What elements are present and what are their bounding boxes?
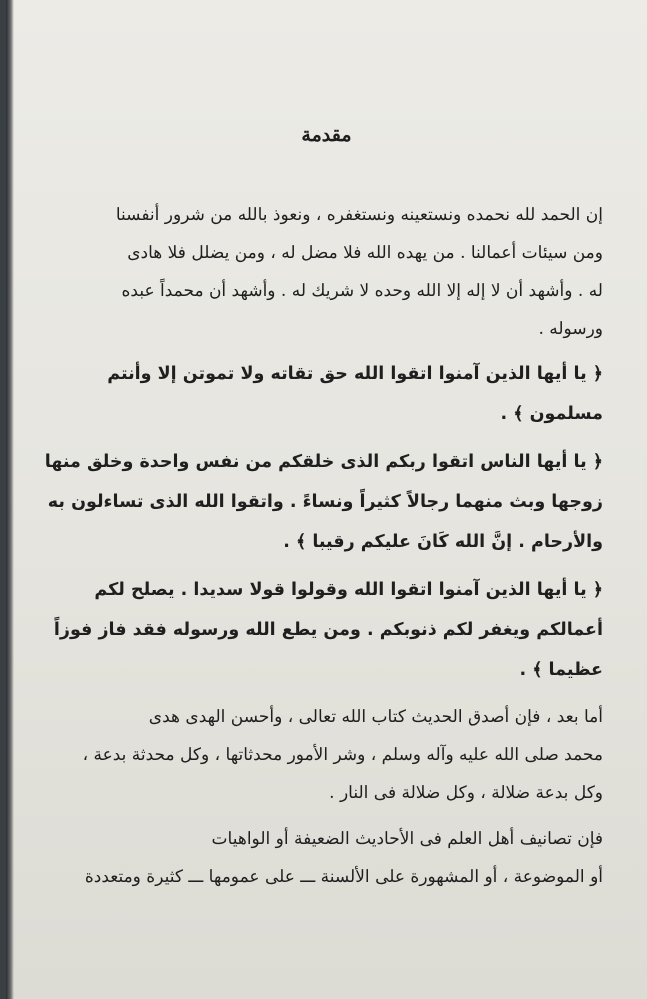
text-line: فإن تصانيف أهل العلم فى الأحاديث الضعيفة أو الواهيات	[211, 829, 603, 849]
page-gutter-shadow	[6, 0, 14, 999]
body-paragraph-2	[40, 820, 603, 896]
text-line: إن الحمد لله نحمده ونستعينه ونستغفره ، ونعوذ بالله من شرور أنفسنا	[115, 205, 603, 225]
verse-line: مسلمون ﴾ .	[500, 404, 603, 424]
verse-line: والأرحام . إنَّ الله كَانَ عليكم رقيبا ﴾ .	[283, 532, 603, 552]
text-line: له . وأشهد أن لا إله إلا الله وحده لا شريك له . وأشهد أن محمداً عبده	[121, 281, 603, 301]
verse-line: ﴿ يا أيها الذين آمنوا اتقوا الله حق تقاته ولا تموتن إلا وأنتم	[107, 364, 603, 384]
verse-line: أعمالكم ويغفر لكم ذنوبكم . ومن يطع الله ورسوله فقد فاز فوزاً	[53, 620, 603, 640]
verse-line: ﴿ يا أيها الذين آمنوا اتقوا الله وقولوا قولا سديدا . يصلح لكم	[94, 580, 603, 600]
text-line: ومن سيئات أعمالنا . من يهده الله فلا مضل له ، ومن يضلل فلا هادى	[127, 243, 603, 263]
page-title: مقدمة	[301, 124, 352, 146]
quran-verse-1	[40, 354, 603, 434]
body-paragraph-1	[40, 698, 603, 812]
intro-paragraph	[40, 196, 603, 348]
verse-line: عظيما ﴾ .	[519, 660, 603, 680]
text-line: أما بعد ، فإن أصدق الحديث كتاب الله تعالى ، وأحسن الهدى هدى	[148, 707, 603, 727]
text-line: وكل بدعة ضلالة ، وكل ضلالة فى النار .	[329, 783, 603, 803]
text-line: ورسوله .	[538, 319, 603, 339]
text-line: أو الموضوعة ، أو المشهورة على الألسنة ـــ على عمومها ـــ كثيرة ومتعددة	[84, 867, 603, 887]
quran-verse-3	[40, 570, 603, 690]
quran-verse-2	[40, 442, 603, 562]
verse-line: ﴿ يا أيها الناس اتقوا ربكم الذى خلقكم من نفس واحدة وخلق منها	[44, 452, 603, 472]
text-line: محمد صلى الله عليه وآله وسلم ، وشر الأمور محدثاتها ، وكل محدثة بدعة ،	[82, 745, 603, 765]
page-body	[40, 196, 603, 896]
book-page	[6, 0, 647, 999]
verse-line: زوجها وبث منهما رجالاً كثيراً ونساءً . واتقوا الله الذى تساءلون به	[47, 492, 603, 512]
